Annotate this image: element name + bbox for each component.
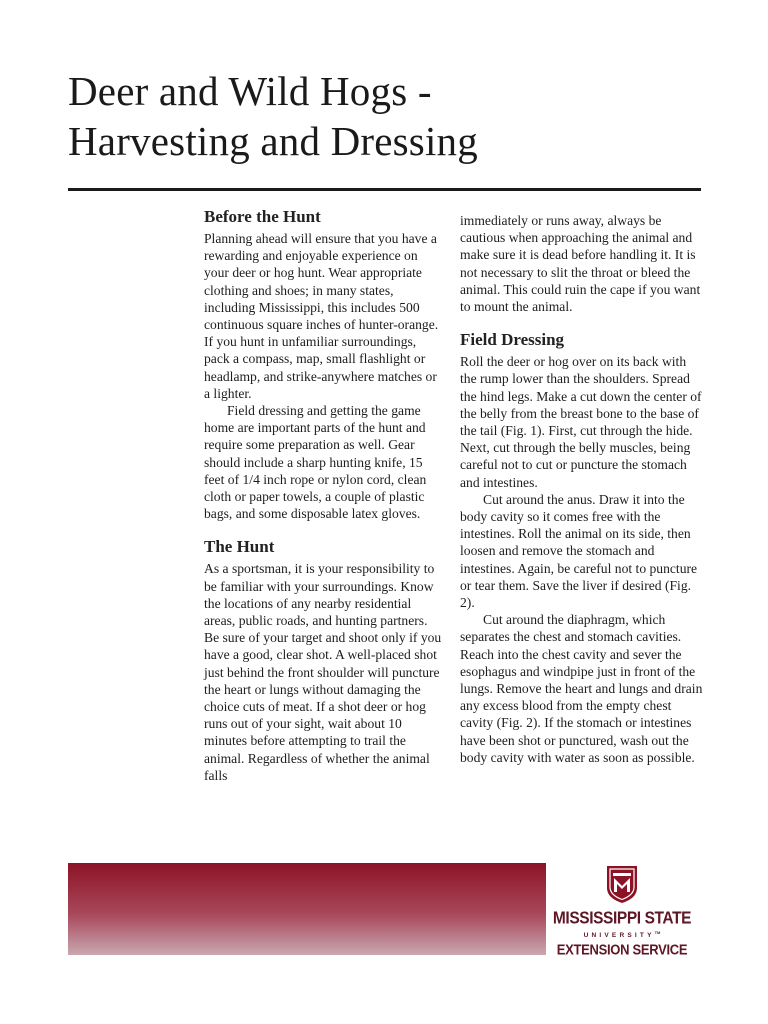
msu-shield-icon [605,864,639,904]
paragraph-diaphragm: Cut around the diaphragm, which separates the chest and stomach cavities. Reach into the chest cavity and sever the esophagus and windpipe just in front of the lungs. Remove the heart and lungs and drain any excess blood from the empty chest cavity (Fig. 2). If the stomach or intestines have been shot or punctured, wash out the body cavity with water as soon as possible. [460,612,703,765]
logo-line-extension-service: EXTENSION SERVICE [556,941,688,958]
heading-the-hunt: The Hunt [204,537,275,557]
page-title [68,66,708,166]
title-line-2: Harvesting and Dressing [68,118,478,164]
title-line-1: Deer and Wild Hogs - [68,68,432,114]
logo-line-university: UNIVERSITY™ [583,930,661,940]
paragraph-approach: immediately or runs away, always be cautious when approaching the animal and make sure it is dead before handling it. It is not necessary to slit the throat or bleed the animal. This could ruin the cape if you want to mount the animal. [460,213,701,315]
column-left [204,206,444,784]
paragraph-cut-anus: Cut around the anus. Draw it into the body cavity so it comes free with the intestines. Roll the animal on its side, then loosen and remove the stomach and intestines. Again, be careful not to puncture or tear them. Save the liver if desired (Fig. 2). [460,491,698,611]
paragraph-planning: Planning ahead will ensure that you have a rewarding and enjoyable experience on your deer or hog hunt. Wear appropriate clothing and shoes; in many states, including Mississippi, this includes 500 continuous square inches of hunter-orange. If you hunt in unfamiliar surroundings, pack a compass, map, small flashlight or headlamp, and strike-anywhere matches or a lighter. [204,231,439,401]
title-divider [68,188,701,191]
column-right [460,212,705,766]
msu-extension-logo [552,858,692,968]
logo-line-mississippi-state: MISSISSIPPI STATE [552,908,692,929]
paragraph-sportsman: As a sportsman, it is your responsibility to be familiar with your surroundings. Know the locations of any nearby residential areas, public roads, and hunting partners. Be sure of your target and shoot only if you have a good, clear shot. A well-placed shot just behind the front shoulder will puncture the heart or lungs without damaging the choice cuts of meat. If a shot deer or hog runs out of your sight, wait about 10 minutes before attempting to trail the animal. Regardless of whether the animal falls [204,561,442,783]
heading-before-the-hunt: Before the Hunt [204,207,321,226]
paragraph-roll-deer: Roll the deer or hog over on its back with the rump lower than the shoulders. Spread the hind legs. Make a cut down the center of the belly from the breast bone to the base of the tail (Fig. 1). First, cut through the hide. Next, cut through the belly muscles, being careful not to cut or puncture the stomach and intestines. [460,354,702,490]
paragraph-gear: Field dressing and getting the game home are important parts of the hunt and require some preparation as well. Gear should include a sharp hunting knife, 15 feet of 1/4 inch rope or nylon cord, clean cloth or paper towels, a couple of plastic bags, and some disposable latex gloves. [204,403,427,522]
heading-field-dressing: Field Dressing [460,330,565,350]
footer-maroon-band [68,863,546,955]
